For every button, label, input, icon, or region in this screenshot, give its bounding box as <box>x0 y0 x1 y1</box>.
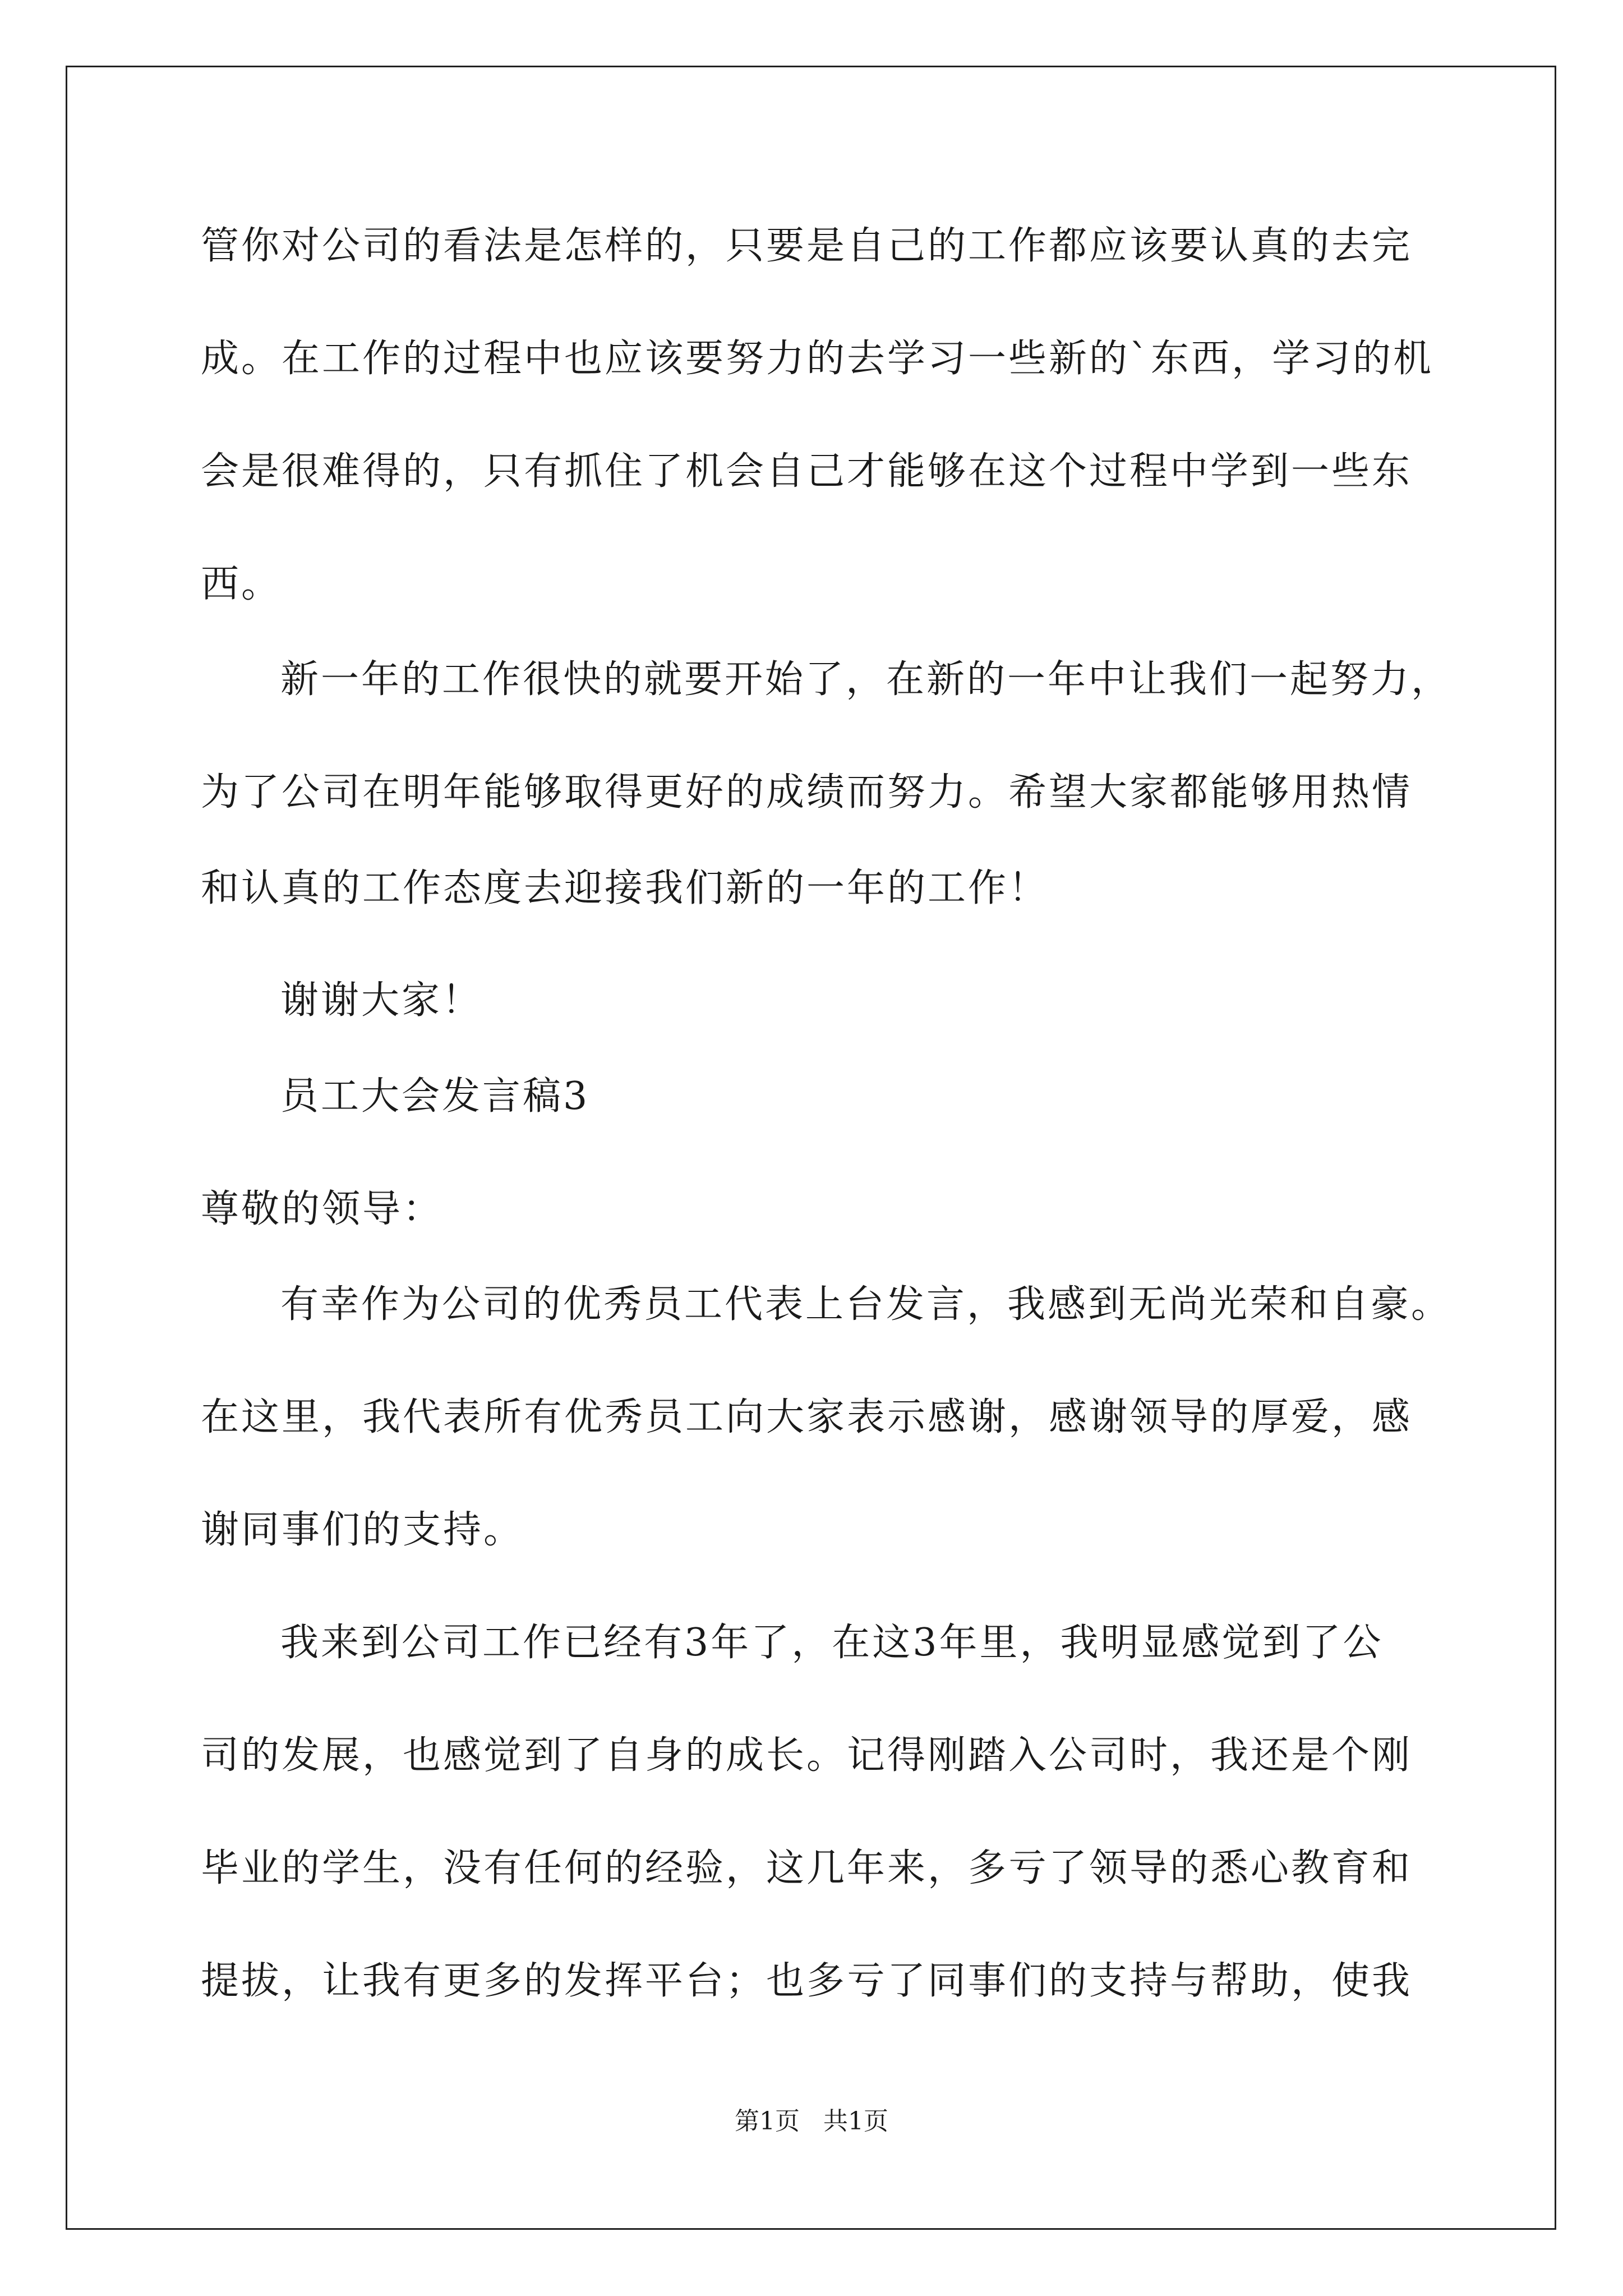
text-line: 管你对公司的看法是怎样的，只要是自己的工作都应该要认真的去完 <box>201 224 1413 268</box>
text-line: 毕业的学生，没有任何的经验，这几年来，多亏了领导的悉心教育和 <box>201 1846 1413 1890</box>
section-title: 员工大会发言稿3 <box>280 1074 590 1119</box>
page-border <box>66 66 1556 2230</box>
text-line: 为了公司在明年能够取得更好的成绩而努力。希望大家都能够用热情 <box>201 770 1413 815</box>
page-footer <box>0 2109 1623 2134</box>
text-line: 在这里，我代表所有优秀员工向大家表示感谢，感谢领导的厚爱，感 <box>201 1395 1413 1439</box>
thanks-line: 谢谢大家！ <box>280 978 483 1023</box>
paragraph-first-line: 有幸作为公司的优秀员工代表上台发言，我感到无尚光荣和自豪。 <box>280 1282 1452 1327</box>
text-line: 司的发展，也感觉到了自身的成长。记得刚踏入公司时，我还是个刚 <box>201 1733 1413 1778</box>
text-line: 西。 <box>201 562 282 606</box>
page-number: 第1页 <box>735 2107 800 2136</box>
text-line: 成。在工作的过程中也应该要努力的去学习一些新的`东西，学习的机 <box>201 337 1434 381</box>
text-line: 提拔，让我有更多的发挥平台；也多亏了同事们的支持与帮助，使我 <box>201 1959 1413 2003</box>
text-line: 会是很难得的，只有抓住了机会自己才能够在这个过程中学到一些东 <box>201 449 1413 494</box>
text-line: 谢同事们的支持。 <box>201 1508 524 1552</box>
paragraph-first-line: 我来到公司工作已经有3年了，在这3年里，我明显感觉到了公 <box>280 1621 1384 1665</box>
text-line: 和认真的工作态度去迎接我们新的一年的工作！ <box>201 866 1049 910</box>
page-total: 共1页 <box>823 2107 888 2136</box>
paragraph-first-line: 新一年的工作很快的就要开始了，在新的一年中让我们一起努力， <box>280 657 1452 702</box>
salutation: 尊敬的领导： <box>201 1187 444 1231</box>
